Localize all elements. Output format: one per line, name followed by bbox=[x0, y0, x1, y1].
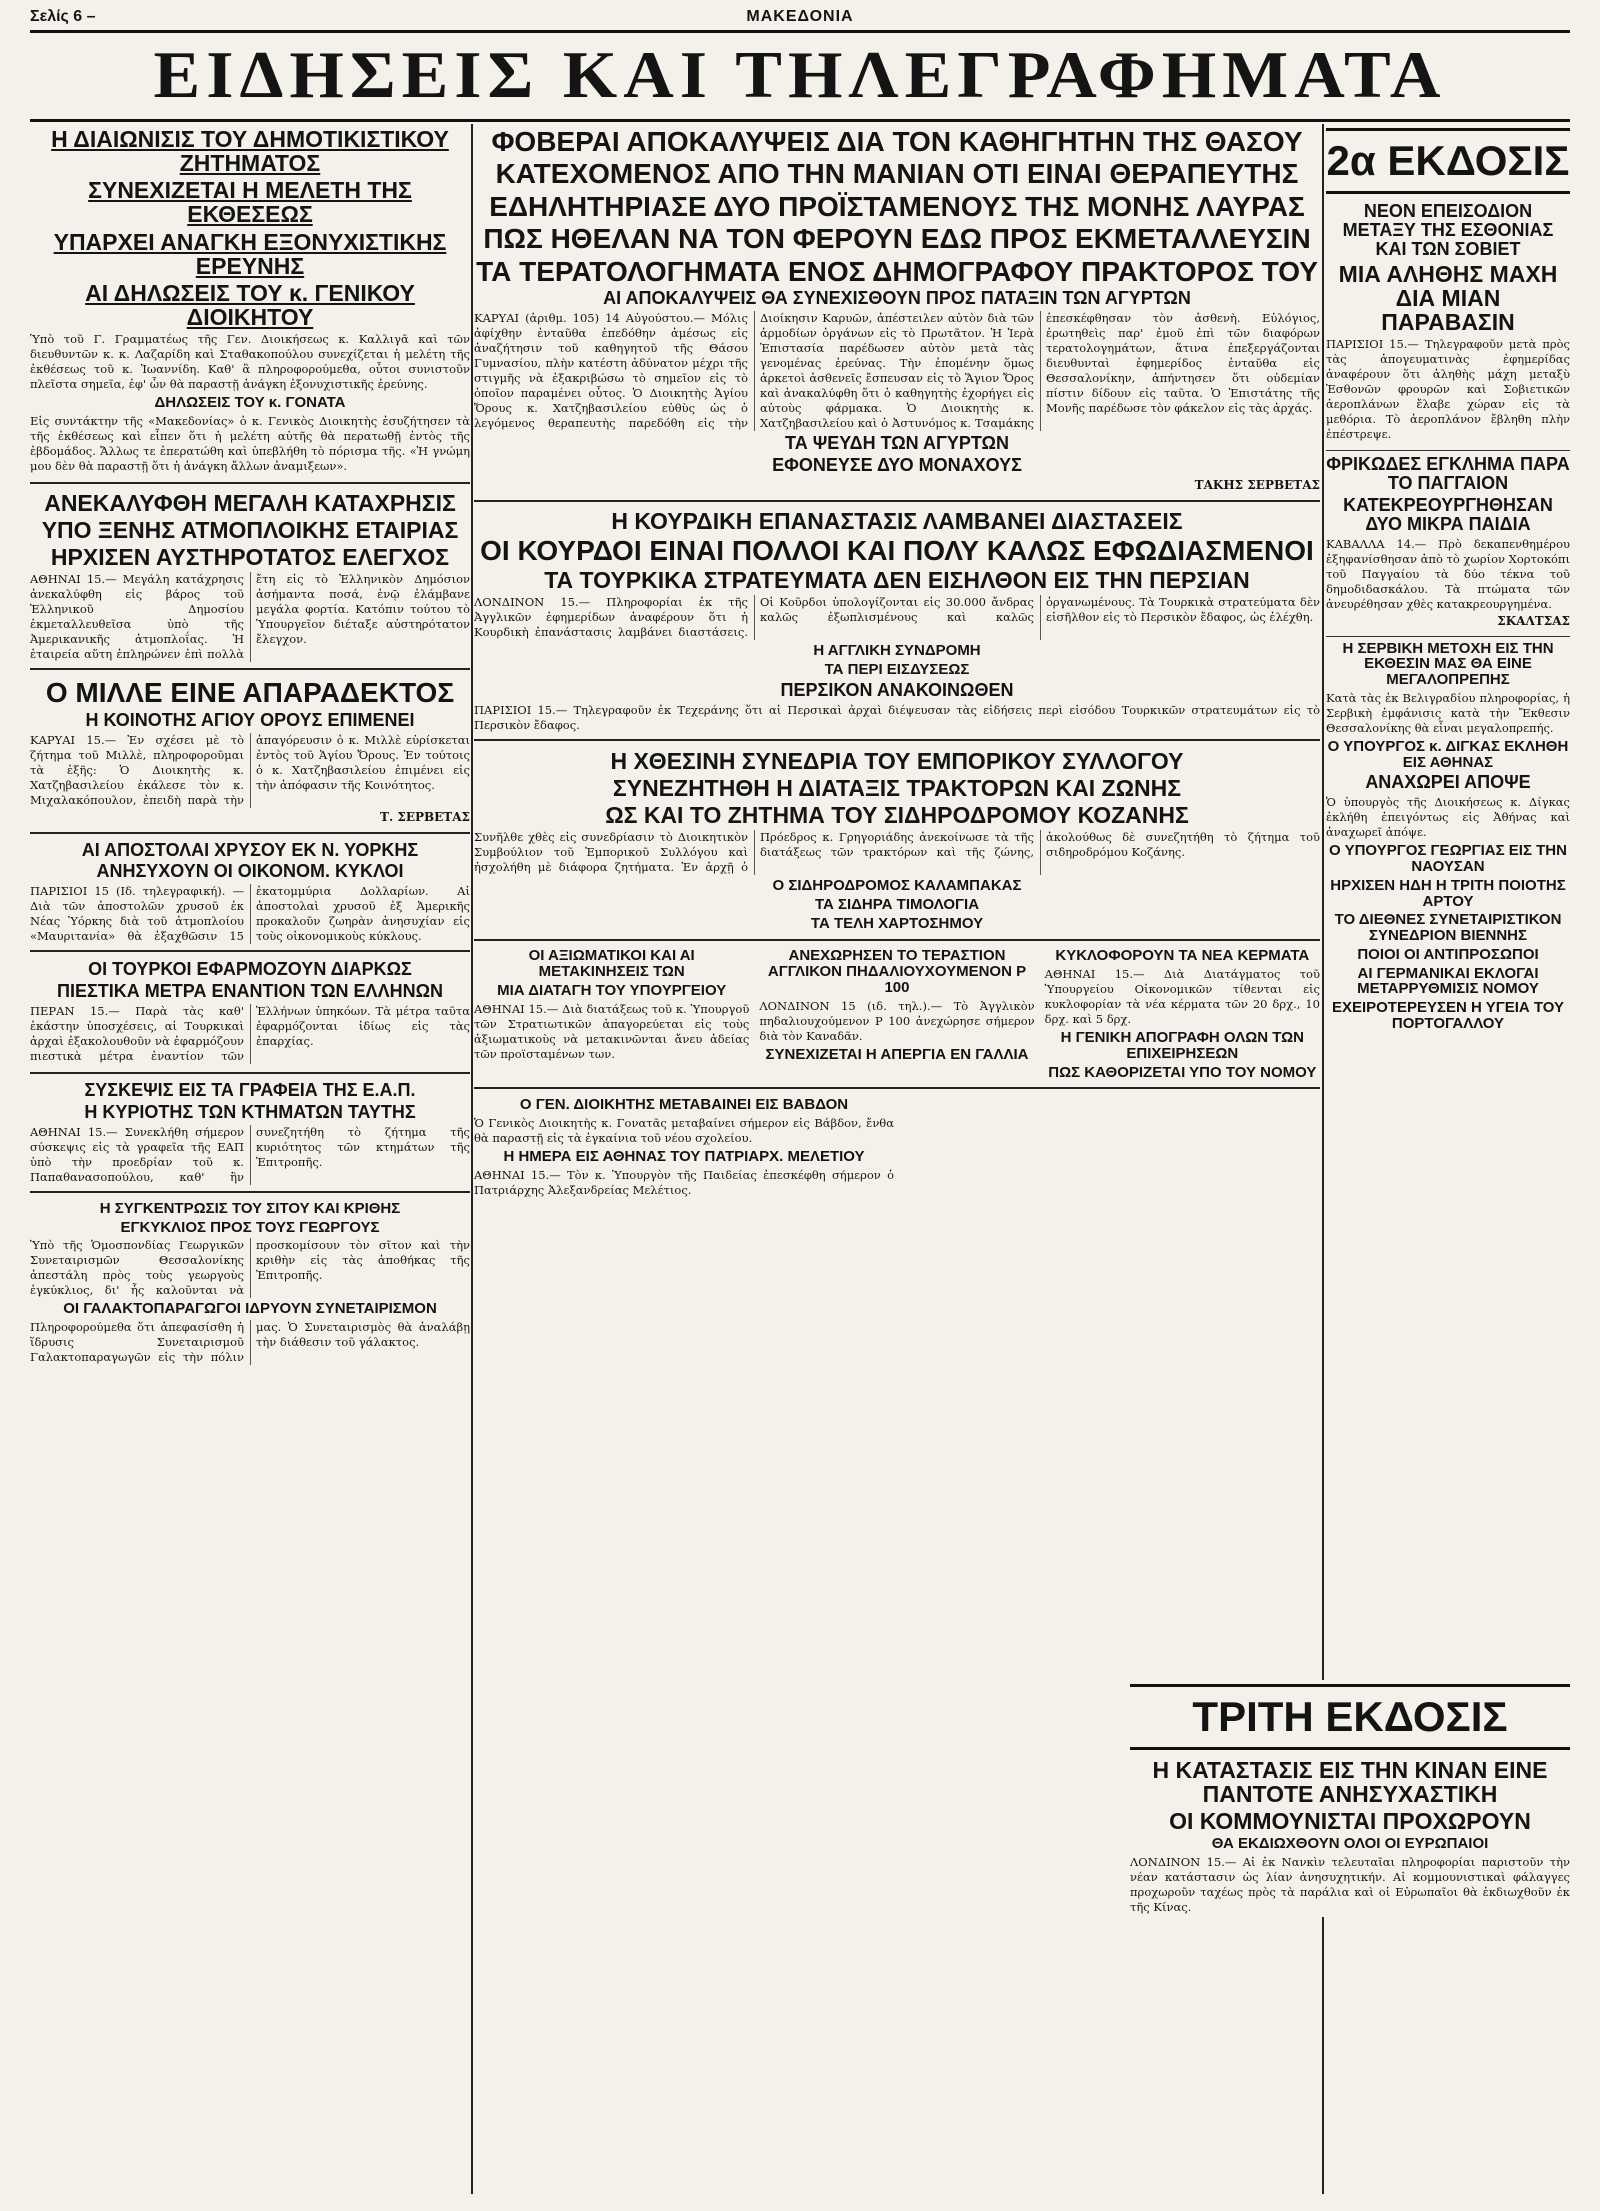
headline: ΤΟ ΔΙΕΘΝΕΣ ΣΥΝΕΤΑΙΡΙΣΤΙΚΟΝ ΣΥΝΕΔΡΙΟΝ ΒΙΕΝΝΗΣ bbox=[1334, 911, 1562, 945]
article-body: ΚΑΡΥΑΙ 15.— Ἐν σχέσει μὲ τὸ ζήτημα τοῦ Μιλλὲ, πληροφοροῦμαι τὰ ἑξῆς: Ὁ Διοικητὴς κ. Χατζηβασιλείου ἐκάλεσε τὸν κ. Μιχαλακόπουλον, ἐπειδὴ παρὰ τὴν ἀπαγόρευσιν ὁ κ. Μιλλὲ εὑρίσκεται ἐντὸς τοῦ Ἁγίου Ὄρους. Ἐν τούτοις ὁ κ. Χατζηβασιλείου ἐπιμένει εἰς τὴν ἀπόφασιν τῆς Κοινότητος. bbox=[30, 732, 470, 807]
headline: Ο ΓΕΝ. ΔΙΟΙΚΗΤΗΣ ΜΕΤΑΒΑΙΝΕΙ ΕΙΣ ΒΑΒΔΟΝ bbox=[519, 1096, 849, 1114]
subheadline: ΘΑ ΕΚΔΙΩΧΘΟΥΝ ΟΛΟΙ ΟΙ ΕΥΡΩΠΑΙΟΙ bbox=[1211, 1835, 1489, 1853]
article-body: Ὑπὸ τοῦ Γ. Γραμματέως τῆς Γεν. Διοικήσεως κ. Καλλιγᾶ καὶ τῶν διευθυντῶν κ. κ. Λαζαρίδη καὶ Σταθακοπούλου συνεχίζεται ἡ μελέτη τῆς ἐκθέσεως τοῦ κ. Ἰωαννίδη. Καθ' ἃ πληροφορούμεθα, οὗτοι συνιστοῦν πλεῖστα σημεῖα, ἐφ' ὧν θὰ παραστῇ ἀνάγκη ἐξονυχιστικῆς ἐρεύνης. bbox=[30, 332, 470, 392]
article-officers bbox=[474, 945, 749, 1083]
subheadline: ΣΥΝΕΧΙΖΕΤΑΙ Η ΑΠΕΡΓΙΑ ΕΝ ΓΑΛΛΙΑ bbox=[765, 1045, 1029, 1063]
article-body: Πληροφορούμεθα ὅτι ἀπεφασίσθη ἡ ἵδρυσις Συνεταιρισμοῦ Γαλακτοπαραγωγῶν εἰς τὴν πόλιν μας. Ὁ Συνεταιρισμὸς θὰ ἀναλάβῃ τὴν διάθεσιν τοῦ γάλακτος. bbox=[30, 1320, 470, 1365]
headline: ΠΙΕΣΤΙΚΑ ΜΕΤΡΑ ΕΝΑΝΤΙΟΝ ΤΩΝ ΕΛΛΗΝΩΝ bbox=[56, 981, 443, 1002]
headline: ΑΝΕΧΩΡΗΣΕΝ ΤΟ ΤΕΡΑΣΤΙΟΝ ΑΓΓΛΙΚΟΝ ΠΗΔΑΛΙΟΥΧΟΥΜΕΝΟΝ Ρ 100 bbox=[767, 947, 1027, 996]
article-merchants bbox=[474, 749, 1320, 932]
headline: ΦΟΒΕΡΑΙ ΑΠΟΚΑΛΥΨΕΙΣ ΔΙΑ ΤΟΝ ΚΑΘΗΓΗΤΗΝ ΤΗΣ ΘΑΣΟΥ bbox=[491, 126, 1303, 157]
article-shipping bbox=[30, 482, 470, 670]
headline: Η ΗΜΕΡΑ ΕΙΣ ΑΘΗΝΑΣ ΤΟΥ ΠΑΤΡΙΑΡΧ. ΜΕΛΕΤΙΟΥ bbox=[503, 1148, 865, 1166]
article-eap bbox=[30, 1072, 470, 1193]
article-body: Ὑπὸ τῆς Ὁμοσπονδίας Γεωργικῶν Συνεταιρισμῶν Θεσσαλονίκης ἀπεστάλη πρὸς τοὺς γεωργοὺς ἐγκύκλιος, δι' ἧς καλοῦνται νὰ προσκομίσουν τὸν σῖτον καὶ τὴν κριθὴν εἰς τὰς ἀποθήκας τῆς Ἐπιτροπῆς. bbox=[30, 1238, 470, 1298]
article-body: ΠΕΡΑΝ 15.— Παρὰ τὰς καθ' ἑκάστην ὑποσχέσεις, αἱ Τουρκικαὶ ἀρχαὶ ἐξακολουθοῦν νὰ ἐφαρμόζουν πιεστικὰ μέτρα ἐναντίον τῶν Ἑλλήνων ὑπηκόων. Τὰ μέτρα ταῦτα ἐφαρμόζονται ἰδίως εἰς τὰς ἐπαρχίας. bbox=[30, 1004, 470, 1064]
headline: ΩΣ ΚΑΙ ΤΟ ΖΗΤΗΜΑ ΤΟΥ ΣΙΔΗΡΟΔΡΟΜΟΥ ΚΟΖΑΝΗΣ bbox=[605, 801, 1189, 828]
subheadline: ΤΑ ΨΕΥΔΗ ΤΩΝ ΑΓΥΡΤΩΝ bbox=[785, 432, 1009, 453]
subheadline: ΕΦΟΝΕΥΣΕ ΔΥΟ ΜΟΝΑΧΟΥΣ bbox=[772, 454, 1022, 475]
headline: ΜΙΑ ΑΛΗΘΗΣ ΜΑΧΗ ΔΙΑ ΜΙΑΝ ΠΑΡΑΒΑΣΙΝ bbox=[1338, 260, 1558, 335]
subheadline: ΤΑ ΠΕΡΙ ΕΙΣΔΥΣΕΩΣ bbox=[824, 661, 970, 679]
article-body: Συνῆλθε χθὲς εἰς συνεδρίασιν τὸ Διοικητικὸν Συμβούλιον τοῦ Ἐμπορικοῦ Συλλόγου καὶ ἠσχολήθη μὲ διάφορα ζητήματα. Ἐν ἀρχῇ ὁ Πρόεδρος κ. Γρηγοριάδης ἀνεκοίνωσε τὰ τῆς διατάξεως τῶν τρακτόρων καὶ τῆς ζώνης, ἀκολούθως δὲ συνεζητήθη τὸ ζήτημα τοῦ σιδηροδρόμου Κοζάνης. bbox=[474, 830, 1320, 875]
article-body: ΑΘΗΝΑΙ 15.— Συνεκλήθη σήμερον σύσκεψις εἰς τὰ γραφεῖα τῆς ΕΑΠ ὑπὸ τὴν προεδρίαν τοῦ κ. Παπαθανασοπούλου, καθ' ἣν συνεζητήθη τὸ ζήτημα τῆς κυριότητος τῶν κτημάτων τῆς Ἐπιτροπῆς. bbox=[30, 1124, 470, 1184]
subheadline: ΤΑ ΣΙΔΗΡΑ ΤΙΜΟΛΟΓΙΑ bbox=[814, 895, 980, 913]
paper-name: ΜΑΚΕΔΟΝΙΑ bbox=[746, 8, 854, 25]
headline: ΟΙ ΤΟΥΡΚΟΙ ΕΦΑΡΜΟΖΟΥΝ ΔΙΑΡΚΩΣ bbox=[88, 959, 412, 980]
article-crime bbox=[1326, 455, 1570, 628]
article-gold bbox=[30, 832, 470, 953]
article-group-brief bbox=[474, 939, 1320, 1089]
page-number: Σελίς 6 – bbox=[30, 8, 96, 25]
article-body: ΛΟΝΔΙΝΟΝ 15.— Αἱ ἐκ Νανκὶν τελευταῖαι πληροφορίαι παριστοῦν τὴν νέαν κατάστασιν ὡς λίαν ἀνησυχητικήν. Αἱ κομμουνιστικαὶ φάλαγγες προχωροῦν ταχέως πρὸς τὰ παράλια καὶ οἱ Εὐρωπαῖοι θὰ ἐκδιωχθοῦν ἐκ τῆς Κίνας. bbox=[1130, 1855, 1570, 1915]
headline: Η ΣΕΡΒΙΚΗ ΜΕΤΟΧΗ ΕΙΣ ΤΗΝ ΕΚΘΕΣΙΝ ΜΑΣ ΘΑ ΕΙΝΕ ΜΕΓΑΛΟΠΡΕΠΗΣ bbox=[1342, 639, 1554, 689]
divider bbox=[1326, 450, 1570, 451]
headline: ΚΥΚΛΟΦΟΡΟΥΝ ΤΑ ΝΕΑ ΚΕΡΜΑΤΑ bbox=[1055, 947, 1310, 965]
signature: ΤΑΚΗΣ ΣΕΡΒΕΤΑΣ bbox=[1194, 477, 1320, 492]
headline: ΑΙ ΑΠΟΚΑΛΥΨΕΙΣ ΘΑ ΣΥΝΕΧΙΣΘΟΥΝ ΠΡΟΣ ΠΑΤΑΞΙΝ ΤΩΝ ΑΓΥΡΤΩΝ bbox=[603, 287, 1191, 308]
third-edition-banner: ΤΡΙΤΗ ΕΚΔΟΣΙΣ bbox=[1130, 1684, 1570, 1750]
headline: ΚΑΤΕΧΟΜΕΝΟΣ ΑΠΟ ΤΗΝ ΜΑΝΙΑΝ ΟΤΙ ΕΙΝΑΙ ΘΕΡΑΠΕΥΤΗΣ bbox=[495, 158, 1299, 190]
article-body: ΑΘΗΝΑΙ 15.— Τὸν κ. Ὑπουργὸν τῆς Παιδείας ἐπεσκέφθη σήμερον ὁ Πατριάρχης Ἀλεξανδρείας Μελέτιος. bbox=[474, 1167, 894, 1197]
subheadline: Η ΑΓΓΛΙΚΗ ΣΥΝΔΡΟΜΗ bbox=[813, 642, 981, 660]
headline: ΤΑ ΤΟΥΡΚΙΚΑ ΣΤΡΑΤΕΥΜΑΤΑ ΔΕΝ ΕΙΣΗΛΘΟΝ ΕΙΣ ΤΗΝ ΠΕΡΣΙΑΝ bbox=[544, 567, 1250, 594]
section-banner bbox=[30, 30, 1570, 122]
headline: ΑΙ ΑΠΟΣΤΟΛΑΙ ΧΡΥΣΟΥ ΕΚ Ν. ΥΟΡΚΗΣ bbox=[81, 839, 419, 860]
headline: ΟΙ ΚΟΥΡΔΟΙ ΕΙΝΑΙ ΠΟΛΛΟΙ ΚΑΙ ΠΟΛΥ ΚΑΛΩΣ ΕΦΩΔΙΑΣΜΕΝΟΙ bbox=[480, 534, 1314, 566]
headline: ΠΩΣ ΗΘΕΛΑΝ ΝΑ ΤΟΝ ΦΕΡΟΥΝ ΕΔΩ ΠΡΟΣ ΕΚΜΕΤΑΛΛΕΥΣΙΝ bbox=[483, 223, 1311, 255]
article-body: Ὁ Γενικὸς Διοικητὴς κ. Γονατᾶς μεταβαίνει σήμερον εἰς Βάβδον, ἔνθα θὰ παραστῇ εἰς τὰ ἐγκαίνια τοῦ νέου σχολείου. bbox=[474, 1116, 894, 1146]
headline: Η ΧΘΕΣΙΝΗ ΣΥΝΕΔΡΙΑ ΤΟΥ ΕΜΠΟΡΙΚΟΥ ΣΥΛΛΟΓΟΥ bbox=[610, 747, 1184, 774]
headline: ΑΙ ΓΕΡΜΑΝΙΚΑΙ ΕΚΛΟΓΑΙ ΜΕΤΑΡΡΥΘΜΙΣΙΣ ΝΟΜΟΥ bbox=[1357, 964, 1539, 998]
headline: ΟΙ ΚΟΜΜΟΥΝΙΣΤΑΙ ΠΡΟΧΩΡΟΥΝ bbox=[1169, 1808, 1531, 1835]
article-body: ΛΟΝΔΙΝΟΝ 15.— Πληροφορίαι ἐκ τῆς Ἀγγλικῶν ἐφημερίδων ἀναφέρουν ὅτι ἡ Κουρδικὴ ἐπανάστασις λαμβάνει διαστάσεις. Οἱ Κοῦρδοι ὑπολογίζονται εἰς 30.000 ἄνδρας καλῶς ἐξωπλισμένους καὶ καλῶς ὀργανωμένους. Τὰ Τουρκικὰ στρατεύματα δὲν εἰσῆλθον εἰς τὸ Περσικὸν ἔδαφος, ὡς ἐλέχθη. bbox=[474, 595, 1320, 640]
headline: ΕΔΗΛΗΤΗΡΙΑΣΕ ΔΥΟ ΠΡΟΪΣΤΑΜΕΝΟΥΣ ΤΗΣ ΜΟΝΗΣ ΛΑΥΡΑΣ bbox=[489, 190, 1305, 222]
article-body: Εἰς συντάκτην τῆς «Μακεδονίας» ὁ κ. Γενικὸς Διοικητὴς ἐσυζήτησεν τὰ τῆς ἐκθέσεως καὶ εἶπεν ὅτι ἡ μελέτη αὐτῆς θὰ περατωθῇ ἐντὸς τῆς ἑβδομάδος. Ἄλλως τε ἐπερατώθη καὶ ὑπεβλήθη τὸ πόρισμα τῆς. «Ἡ γνώμη μου δὲν θὰ παραστῇ ὅτι ἡ ἀνάγκη ἄλλων ἀναμιξεων». bbox=[30, 413, 470, 473]
headline: ΥΠΑΡΧΕΙ ΑΝΑΓΚΗ ΕΞΟΝΥΧΙΣΤΙΚΗΣ ΕΡΕΥΝΗΣ bbox=[53, 228, 447, 279]
headline: ΦΡΙΚΩΔΕΣ ΕΓΚΛΗΜΑ ΠΑΡΑ ΤΟ ΠΑΓΓΑΙΟΝ bbox=[1326, 454, 1570, 493]
headline: ΑΝΕΚΑΛΥΦΘΗ ΜΕΓΑΛΗ ΚΑΤΑΧΡΗΣΙΣ bbox=[44, 489, 456, 516]
article-body: Ὁ ὑπουργὸς τῆς Διοικήσεως κ. Δίγκας ἐκλήθη ἐπειγόντως εἰς Ἀθήνας καὶ ἀναχωρεῖ ἀπόψε. bbox=[1326, 795, 1570, 840]
article-wheat bbox=[30, 1201, 470, 1365]
signature: ΣΚΑΛΤΣΑΣ bbox=[1497, 613, 1570, 628]
article-body: ΑΘΗΝΑΙ 15.— Διὰ Διατάγματος τοῦ Ὑπουργείου Οἰκονομικῶν τίθενται εἰς κυκλοφορίαν τὰ νέα κέρματα τῶν 20 δρχ., 10 δρχ. καὶ 5 δρχ. bbox=[1044, 967, 1320, 1027]
headline: Η ΔΙΑΙΩΝΙΣΙΣ ΤΟΥ ΔΗΜΟΤΙΚΙΣΤΙΚΟΥ ΖΗΤΗΜΑΤΟΣ bbox=[51, 126, 449, 177]
article-body: Κατὰ τὰς ἐκ Βελιγραδίου πληροφορίας, ἡ Σερβικὴ ἐμφάνισις κατὰ τὴν Ἔκθεσιν Θεσσαλονίκης θὰ εἶναι μεγαλοπρεπής. bbox=[1326, 690, 1570, 735]
masthead bbox=[30, 8, 1570, 30]
article-estonia bbox=[1326, 128, 1570, 442]
article-body: ΠΑΡΙΣΙΟΙ 15.— Τηλεγραφοῦν μετὰ πρὸς τὰς ἀπογευματινὰς ἐφημερίδας ἀναφέρουν ὅτι ἀληθὴς μάχη μεταξὺ Ἐσθονῶν φρουρῶν καὶ Σοβιετικῶν ἀεροπλάνων ἔλαβε χώραν εἰς τὰ μεθόρια. Τὸ ἀεροπλάνον ἔβληθη πλὴν ἐπέστρεψε. bbox=[1326, 337, 1570, 442]
second-edition-banner: 2α ΕΚΔΟΣΙΣ bbox=[1326, 128, 1570, 194]
article-airship bbox=[759, 945, 1034, 1083]
subheadline: Η ΓΕΝΙΚΗ ΑΠΟΓΡΑΦΗ ΟΛΩΝ ΤΩΝ ΕΠΙΧΕΙΡΗΣΕΩΝ bbox=[1060, 1029, 1304, 1062]
headline: ΕΧΕΙΡΟΤΕΡΕΥΣΕΝ Η ΥΓΕΙΑ ΤΟΥ ΠΟΡΤΟΓΑΛΛΟΥ bbox=[1331, 999, 1565, 1032]
article-briefs bbox=[1326, 641, 1570, 1032]
headline: ΝΕΟΝ ΕΠΕΙΣΟΔΙΟΝ ΜΕΤΑΞΥ ΤΗΣ ΕΣΘΟΝΙΑΣ ΚΑΙ ΤΩΝ ΣΟΒΙΕΤ bbox=[1342, 201, 1554, 259]
subheadline: ΔΗΛΩΣΕΙΣ ΤΟΥ κ. ΓΟΝΑΤΑ bbox=[154, 394, 346, 412]
article-body: ΠΑΡΙΣΙΟΙ 15.— Τηλεγραφοῦν ἐκ Τεχεράνης ὅτι αἱ Περσικαὶ ἀρχαὶ διέψευσαν τὰς εἰδήσεις περὶ εἰσόδου Τουρκικῶν στρατευμάτων εἰς τὸ Περσικὸν ἔδαφος. bbox=[474, 702, 1320, 732]
article-thasos bbox=[474, 127, 1320, 492]
divider bbox=[1326, 636, 1570, 637]
headline: Η ΚΟΙΝΟΤΗΣ ΑΓΙΟΥ ΟΡΟΥΣ ΕΠΙΜΕΝΕΙ bbox=[85, 709, 415, 730]
headline: ΟΙ ΑΞΙΩΜΑΤΙΚΟΙ ΚΑΙ ΑΙ ΜΕΤΑΚΙΝΗΣΕΙΣ ΤΩΝ bbox=[528, 947, 695, 981]
article-turks bbox=[30, 960, 470, 1064]
headline: ΟΙ ΓΑΛΑΚΤΟΠΑΡΑΓΩΓΟΙ ΙΔΡΥΟΥΝ ΣΥΝΕΤΑΙΡΙΣΜΟΝ bbox=[63, 1300, 437, 1318]
headline: Ο ΥΠΟΥΡΓΟΣ ΓΕΩΡΓΙΑΣ ΕΙΣ ΤΗΝ ΝΑΟΥΣΑΝ bbox=[1329, 842, 1567, 876]
article-body: ΑΘΗΝΑΙ 15.— Διὰ διατάξεως τοῦ κ. Ὑπουργοῦ τῶν Στρατιωτικῶν ἀπαγορεύεται εἰς τοὺς ἀξιωματικοὺς νὰ μετακινῶνται ἄνευ ἀδείας τῶν προϊσταμένων των. bbox=[474, 1001, 750, 1061]
headline: Η ΚΥΡΙΟΤΗΣ ΤΩΝ ΚΤΗΜΑΤΩΝ ΤΑΥΤΗΣ bbox=[84, 1102, 416, 1123]
headline: Ο ΜΙΛΛΕ ΕΙΝΕ ΑΠΑΡΑΔΕΚΤΟΣ bbox=[45, 677, 455, 709]
article-body: ΑΘΗΝΑΙ 15.— Μεγάλη κατάχρησις ἀνεκαλύφθη εἰς βάρος τοῦ Ἑλληνικοῦ Δημοσίου ἐκμεταλλευθεῖσα ὑπὸ τῆς Ἀμερικανικῆς ἀτμοπλοΐας. Ἡ ἐταιρεία αὕτη ἐπληρώνεν ἐπὶ πολλὰ ἔτη εἰς τὸ Ἑλληνικὸν Δημόσιον ἀσήμαντα ποσά, ἐνῷ ἐλάμβανε μεγάλα φορτία. Κατόπιν τούτου τὸ Ὑπουργεῖον διέταξε αὐστηρότατον ἔλεγχον. bbox=[30, 572, 470, 662]
article-body: ΚΑΒΑΛΛΑ 14.— Πρὸ δεκαπενθημέρου ἐξηφανίσθησαν ἀπὸ τὸ χωρίον Χορτοκόπι τοῦ Παγγαίου τὰ δύο τέκνα τοῦ δημοδιδασκάλου. Τὰ πτώματα τῶν ἀνευρέθησαν χθὲς κατακρεουργημένα. bbox=[1326, 536, 1570, 611]
headline: ΗΡΧΙΣΕΝ ΑΥΣΤΗΡΟΤΑΤΟΣ ΕΛΕΓΧΟΣ bbox=[50, 544, 450, 571]
subheadline: ΤΑ ΤΕΛΗ ΧΑΡΤΟΣΗΜΟΥ bbox=[810, 914, 984, 932]
banner-title: ΕΙΔΗΣΕΙΣ ΚΑΙ ΤΗΛΕΓΡΑΦΗΜΑΤΑ bbox=[153, 38, 1447, 113]
subheadline: ΠΩΣ ΚΑΘΟΡΙΖΕΤΑΙ ΥΠΟ ΤΟΥ ΝΟΜΟΥ bbox=[1048, 1063, 1317, 1081]
article-body: ΚΑΡΥΑΙ (ἀριθμ. 105) 14 Αὐγούστου.— Μόλις ἀφίχθην ἐνταῦθα ἐπεδόθην ἀμέσως εἰς ἀναζήτησιν τοῦ καθηγητοῦ τῆς Θάσου Γυμνασίου, πλὴν κατέστη ἀδύνατον μέχρι τῆς στιγμῆς νὰ ἐξακριβώσω τὸ σημεῖον εἰς τὸ ὁποῖον παραμένει οὗτος. Ὁ Διοικητὴς Ἁγίου Ὄρους κ. Χατζηβασιλείου εὐθὺς ὡς ὁ λεγόμενος θεραπευτὴς παρεδόθη εἰς τὴν Διοίκησιν Καρυῶν, ἀπέστειλεν αὐτὸν διὰ τῶν ἀρμοδίων ὀργάνων εἰς τὸ Πρωτᾶτον. Ἡ Ἱερὰ Ἐπιστασία παρέδωσεν αὐτὸν μετὰ τὰς γενομένας ἐρεύνας. Τὴν ἐπομένην ὅμως ἀρκετοὶ ἀσθενεῖς ἔσπευσαν εἰς τὸ Ἅγιον Ὄρος καὶ ἀνακαλύφθη ὅτι ὁ καθηγητὴς ἐχορήγει εἰς αὐτοὺς φάρμακα. Ὁ Διοικητὴς κ. Χατζηβασιλείου καὶ ὁ Ἀστυνόμος κ. Τσαμάκης ἐπεσκέφθησαν τὸν ἀσθενὴ. Εὐλόγιος, ἐρωτηθεὶς παρ' ἐμοῦ ἐπὶ τῶν διαφόρων τερατολογημάτων, ἅτινα ἐπεξεργάζονται διευθυνταὶ ἐφημερίδος ἐνταῦθα εἰς Θεσσαλονίκην, ἀπήντησεν ὅτι οὐδεμίαν πίστιν δίδουν εἰς ταῦτα. Ὁ Ἐπιστάτης τῆς Μονῆς παρέδωσε τὸν φάκελον εἰς τὰς ἀρχάς. bbox=[474, 310, 1320, 430]
article-body: ΠΑΡΙΣΙΟΙ 15 (Ιδ. τηλεγραφική). — Διὰ τῶν ἀποστολῶν χρυσοῦ ἐκ Νέας Ὑόρκης διὰ τοῦ ἀτμοπλοίου «Μαυριτανία» θὰ ἐξαχθῶσιν 15 ἑκατομμύρια Δολλαρίων. Αἱ ἀποστολαὶ χρυσοῦ ἐξ Ἀμερικῆς προκαλοῦν ζωηρὰν ἀνησυχίαν εἰς τοὺς οἰκονομικοὺς κύκλους. bbox=[30, 884, 470, 944]
article-governor bbox=[474, 1097, 894, 1198]
headline: ΤΑ ΤΕΡΑΤΟΛΟΓΗΜΑΤΑ ΕΝΟΣ ΔΗΜΟΓΡΑΦΟΥ ΠΡΑΚΤΟΡΟΣ ΤΟΥ bbox=[476, 255, 1318, 287]
column-rule bbox=[471, 124, 473, 2194]
article-coins bbox=[1045, 945, 1320, 1083]
headline: ΥΠΟ ΞΕΝΗΣ ΑΤΜΟΠΛΟΙΚΗΣ ΕΤΑΙΡΙΑΣ bbox=[41, 517, 459, 544]
article-mille bbox=[30, 678, 470, 823]
headline: ΑΝΗΣΥΧΟΥΝ ΟΙ ΟΙΚΟΝΟΜ. ΚΥΚΛΟΙ bbox=[96, 861, 404, 882]
headline: ΣΥΝΕΧΙΖΕΤΑΙ Η ΜΕΛΕΤΗ ΤΗΣ ΕΚΘΕΣΕΩΣ bbox=[88, 177, 412, 228]
headline: Ο ΥΠΟΥΡΓΟΣ κ. ΔΙΓΚΑΣ ΕΚΛΗΘΗ ΕΙΣ ΑΘΗΝΑΣ bbox=[1327, 737, 1569, 771]
third-edition-block bbox=[1130, 1680, 1570, 1917]
signature: Τ. ΣΕΡΒΕΤΑΣ bbox=[380, 809, 470, 824]
headline: ΑΝΑΧΩΡΕΙ ΑΠΟΨΕ bbox=[1365, 772, 1531, 793]
headline: Η ΚΑΤΑΣΤΑΣΙΣ ΕΙΣ ΤΗΝ ΚΙΝΑΝ ΕΙΝΕ ΠΑΝΤΟΤΕ ΑΝΗΣΥΧΑΣΤΙΚΗ bbox=[1152, 1757, 1548, 1808]
headline: ΣΥΝΕΖΗΤΗΘΗ Η ΔΙΑΤΑΞΙΣ ΤΡΑΚΤΟΡΩΝ ΚΑΙ ΖΩΝΗΣ bbox=[612, 774, 1182, 801]
headline: ΗΡΧΙΣΕΝ ΗΔΗ Η ΤΡΙΤΗ ΠΟΙΟΤΗΣ ΑΡΤΟΥ bbox=[1330, 876, 1566, 910]
headline: ΣΥΣΚΕΨΙΣ ΕΙΣ ΤΑ ΓΡΑΦΕΙΑ ΤΗΣ Ε.Α.Π. bbox=[84, 1080, 416, 1101]
headline: ΚΑΤΕΚΡΕΟΥΡΓΗΘΗΣΑΝ ΔΥΟ ΜΙΚΡΑ ΠΑΙΔΙΑ bbox=[1343, 494, 1553, 534]
headline: Η ΣΥΓΚΕΝΤΡΩΣΙΣ ΤΟΥ ΣΙΤΟΥ ΚΑΙ ΚΡΙΘΗΣ bbox=[99, 1199, 401, 1217]
subheadline: ΠΟΙΟΙ ΟΙ ΑΝΤΙΠΡΟΣΩΠΟΙ bbox=[1357, 945, 1539, 963]
left-column bbox=[30, 124, 470, 2194]
subheadline: ΜΙΑ ΔΙΑΤΑΓΗ ΤΟΥ ΥΠΟΥΡΓΕΙΟΥ bbox=[497, 981, 727, 999]
article-demotic bbox=[30, 127, 470, 474]
headline: ΑΙ ΔΗΛΩΣΕΙΣ ΤΟΥ κ. ΓΕΝΙΚΟΥ ΔΙΟΙΚΗΤΟΥ bbox=[85, 279, 415, 330]
article-body: ΛΟΝΔΙΝΟΝ 15 (ιδ. τηλ.).— Τὸ Ἀγγλικὸν πηδαλιουχούμενον Ρ 100 ἀνεχώρησε σήμερον διὰ τὸν Καναδᾶν. bbox=[759, 998, 1035, 1043]
subheadline: ΕΓΚΥΚΛΙΟΣ ΠΡΟΣ ΤΟΥΣ ΓΕΩΡΓΟΥΣ bbox=[120, 1218, 380, 1236]
article-kurds bbox=[474, 500, 1320, 741]
headline: Η ΚΟΥΡΔΙΚΗ ΕΠΑΝΑΣΤΑΣΙΣ ΛΑΜΒΑΝΕΙ ΔΙΑΣΤΑΣΕΙΣ bbox=[611, 507, 1183, 534]
subheadline: Ο ΣΙΔΗΡΟΔΡΟΜΟΣ ΚΑΛΑΜΠΑΚΑΣ bbox=[772, 877, 1022, 895]
subheadline: ΠΕΡΣΙΚΟΝ ΑΝΑΚΟΙΝΩΘΕΝ bbox=[780, 679, 1014, 700]
